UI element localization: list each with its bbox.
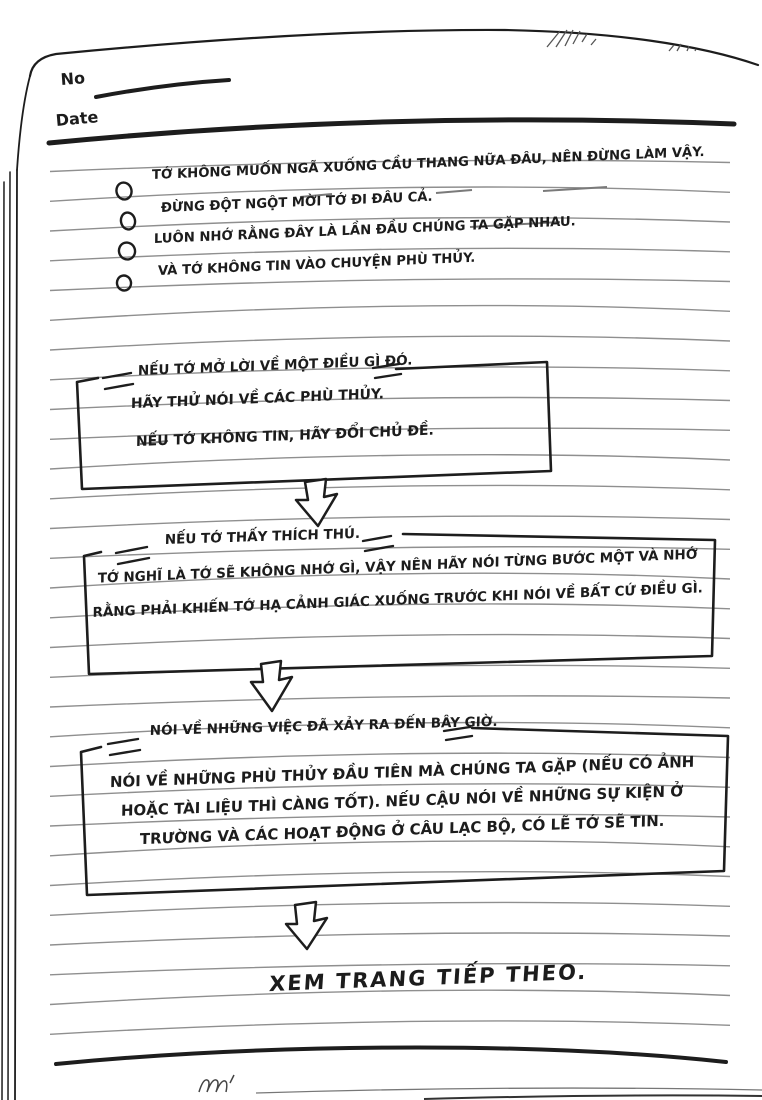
bottom-page-edges: [256, 1088, 762, 1099]
flow-box-2-header: NẾU TỚ THẤY THÍCH THÚ.: [164, 525, 361, 549]
note-line: VÀ TỚ KHÔNG TIN VÀO CHUYỆN PHÙ THỦY.: [157, 250, 476, 280]
bottom-scribble: [199, 1075, 234, 1092]
note-line: TỚ KHÔNG MUỐN NGÃ XUỐNG CẦU THANG NỮA ĐÂU, NÊN ĐỪNG LÀM VẬY.: [151, 144, 705, 184]
flow-box-1-header: NẾU TỚ MỞ LỜI VỀ MỘT ĐIỀU GÌ ĐÓ.: [137, 352, 413, 380]
flow-box-3-line: NÓI VỀ NHỮNG PHÙ THỦY ĐẦU TIÊN MÀ CHÚNG TA GẶP (NẾU CÓ ẢNH: [109, 752, 695, 792]
bottom-edge-line: [56, 1048, 726, 1064]
flow-box-1-line: NẾU TỚ KHÔNG TIN, HÃY ĐỔI CHỦ ĐỀ.: [135, 422, 434, 451]
bullet-circle-icon: [116, 274, 133, 292]
down-arrow-icon: [286, 902, 327, 949]
flow-box-3-line: HOẶC TÀI LIỆU THÌ CÀNG TỐT). NẾU CẬU NÓI VỀ NHỮNG SỰ KIỆN Ở: [120, 782, 684, 820]
flow-box-3-header: NÓI VỀ NHỮNG VIỆC ĐÃ XẢY RA ĐẾN BÂY GIỜ.: [149, 713, 498, 740]
flow-box-3-line: TRƯỜNG VÀ CÁC HOẠT ĐỘNG Ở CÂU LẠC BỘ, CÓ LẼ TỚ SẼ TIN.: [139, 811, 665, 849]
footer-text: XEM TRANG TIẾP THEO.: [268, 959, 589, 997]
flow-box-1-outline: [77, 362, 551, 489]
note-line: LUÔN NHỚ RẰNG ĐÂY LÀ LẦN ĐẦU CHÚNG TA GẶP NHAU.: [153, 214, 576, 248]
flow-box-1-line: HÃY THỬ NÓI VỀ CÁC PHÙ THỦY.: [130, 386, 385, 413]
flow-box-2-line: TỚ NGHĨ LÀ TỚ SẼ KHÔNG NHỚ GÌ, VẬY NÊN HÃY NÓI TỪNG BƯỚC MỘT VÀ NHỚ: [97, 546, 698, 587]
no-underline: [96, 80, 229, 97]
date-label: Date: [55, 107, 100, 130]
note-line: ĐỪNG ĐỘT NGỘT MỜI TỚ ĐI ĐÂU CẢ.: [160, 189, 433, 217]
date-underline: [49, 120, 734, 143]
flow-box-2-line: RẰNG PHẢI KHIẾN TỚ HẠ CẢNH GIÁC XUỐNG TRƯỚC KHI NÓI VỀ BẤT CỨ ĐIỀU GÌ.: [92, 580, 703, 621]
no-label: No: [60, 68, 86, 89]
bullet-circle-icon: [117, 240, 137, 261]
